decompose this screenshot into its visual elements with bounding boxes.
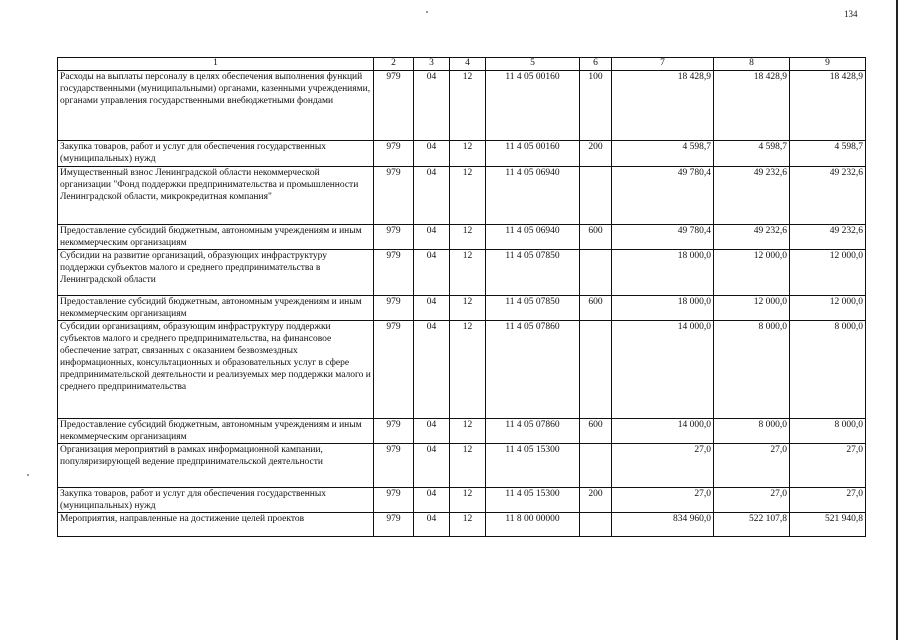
section-code-cell: 04 (414, 444, 450, 488)
scan-speck (426, 11, 428, 13)
column-number: 9 (790, 58, 866, 71)
target-article-cell: 11 4 05 06940 (486, 225, 580, 250)
admin-code-cell: 979 (374, 167, 414, 225)
amount-year2-cell: 8 000,0 (714, 419, 790, 444)
admin-code-cell: 979 (374, 444, 414, 488)
budget-table (57, 57, 866, 537)
expense-name-cell: Субсидии на развитие организаций, образующих инфраструктуру поддержки субъектов малого и среднего предпринимательства в Ленинградской области (58, 250, 374, 296)
subsection-code-cell: 12 (450, 513, 486, 537)
target-article-cell: 11 4 05 15300 (486, 444, 580, 488)
amount-year1-cell: 14 000,0 (612, 321, 714, 419)
expense-name-cell: Предоставление субсидий бюджетным, автономным учреждениям и иным некоммерческим организациям (58, 225, 374, 250)
amount-year3-cell: 18 428,9 (790, 71, 866, 141)
expense-name-cell: Закупка товаров, работ и услуг для обеспечения государственных (муниципальных) нужд (58, 141, 374, 167)
admin-code-cell: 979 (374, 71, 414, 141)
amount-year3-cell: 521 940,8 (790, 513, 866, 537)
subsection-code-cell: 12 (450, 71, 486, 141)
target-article-cell: 11 4 05 07860 (486, 419, 580, 444)
amount-year3-cell: 12 000,0 (790, 296, 866, 321)
admin-code-cell: 979 (374, 513, 414, 537)
section-code-cell: 04 (414, 488, 450, 513)
section-code-cell: 04 (414, 513, 450, 537)
amount-year2-cell: 4 598,7 (714, 141, 790, 167)
column-number: 1 (58, 58, 374, 71)
target-article-cell: 11 4 05 07850 (486, 250, 580, 296)
expense-type-cell (580, 167, 612, 225)
expense-name-cell: Расходы на выплаты персоналу в целях обеспечения выполнения функций государственными (муниципальными) органами, казенными учреждениями, органами управления государственными внебюджетными фондами (58, 71, 374, 141)
expense-type-cell: 100 (580, 71, 612, 141)
subsection-code-cell: 12 (450, 321, 486, 419)
column-number: 6 (580, 58, 612, 71)
amount-year1-cell: 834 960,0 (612, 513, 714, 537)
amount-year3-cell: 8 000,0 (790, 419, 866, 444)
column-number: 5 (486, 58, 580, 71)
column-number: 8 (714, 58, 790, 71)
table-row (58, 167, 866, 225)
subsection-code-cell: 12 (450, 225, 486, 250)
amount-year1-cell: 14 000,0 (612, 419, 714, 444)
expense-name-cell: Мероприятия, направленные на достижение целей проектов (58, 513, 374, 537)
expense-name-cell: Организация мероприятий в рамках информационной кампании, популяризирующей ведение предпринимательской деятельности (58, 444, 374, 488)
table-row (58, 250, 866, 296)
target-article-cell: 11 4 05 06940 (486, 167, 580, 225)
expense-type-cell: 600 (580, 225, 612, 250)
amount-year2-cell: 12 000,0 (714, 296, 790, 321)
amount-year2-cell: 18 428,9 (714, 71, 790, 141)
amount-year1-cell: 4 598,7 (612, 141, 714, 167)
target-article-cell: 11 4 05 00160 (486, 141, 580, 167)
amount-year2-cell: 27,0 (714, 444, 790, 488)
column-number-row (58, 58, 866, 71)
expense-name-cell: Субсидии организациям, образующим инфраструктуру поддержки субъектов малого и среднего предпринимательства, на финансовое обеспечение затрат, связанных с оказанием безвозмездных информационных, консультационных и образовательных услуг в сфере предпринимательской деятельности и реализуемых мер поддержки малого и среднего предпринимательства (58, 321, 374, 419)
table-row (58, 419, 866, 444)
amount-year2-cell: 49 232,6 (714, 225, 790, 250)
amount-year1-cell: 49 780,4 (612, 167, 714, 225)
amount-year3-cell: 8 000,0 (790, 321, 866, 419)
expense-type-cell (580, 321, 612, 419)
subsection-code-cell: 12 (450, 296, 486, 321)
table-row (58, 225, 866, 250)
section-code-cell: 04 (414, 250, 450, 296)
target-article-cell: 11 4 05 15300 (486, 488, 580, 513)
amount-year1-cell: 18 000,0 (612, 296, 714, 321)
target-article-cell: 11 4 05 07850 (486, 296, 580, 321)
amount-year2-cell: 49 232,6 (714, 167, 790, 225)
expense-name-cell: Имущественный взнос Ленинградской области некоммерческой организации "Фонд поддержки предпринимательства и промышленности Ленинградской области, микрокредитная компания" (58, 167, 374, 225)
expense-name-cell: Предоставление субсидий бюджетным, автономным учреждениям и иным некоммерческим организациям (58, 296, 374, 321)
section-code-cell: 04 (414, 225, 450, 250)
amount-year1-cell: 18 000,0 (612, 250, 714, 296)
budget-table-body (58, 58, 866, 537)
subsection-code-cell: 12 (450, 250, 486, 296)
expense-name-cell: Закупка товаров, работ и услуг для обеспечения государственных (муниципальных) нужд (58, 488, 374, 513)
admin-code-cell: 979 (374, 296, 414, 321)
target-article-cell: 11 4 05 00160 (486, 71, 580, 141)
section-code-cell: 04 (414, 321, 450, 419)
expense-type-cell: 600 (580, 419, 612, 444)
amount-year3-cell: 4 598,7 (790, 141, 866, 167)
table-row (58, 141, 866, 167)
table-row (58, 444, 866, 488)
table-row (58, 296, 866, 321)
section-code-cell: 04 (414, 167, 450, 225)
admin-code-cell: 979 (374, 488, 414, 513)
section-code-cell: 04 (414, 141, 450, 167)
subsection-code-cell: 12 (450, 419, 486, 444)
subsection-code-cell: 12 (450, 444, 486, 488)
scan-speck (27, 474, 29, 476)
amount-year1-cell: 18 428,9 (612, 71, 714, 141)
column-number: 3 (414, 58, 450, 71)
column-number: 4 (450, 58, 486, 71)
admin-code-cell: 979 (374, 225, 414, 250)
page-number: 134 (844, 9, 858, 19)
table-row (58, 488, 866, 513)
admin-code-cell: 979 (374, 250, 414, 296)
section-code-cell: 04 (414, 71, 450, 141)
amount-year3-cell: 49 232,6 (790, 225, 866, 250)
amount-year3-cell: 49 232,6 (790, 167, 866, 225)
scan-page-edge (896, 0, 898, 640)
subsection-code-cell: 12 (450, 141, 486, 167)
table-row (58, 513, 866, 537)
expense-type-cell: 600 (580, 296, 612, 321)
subsection-code-cell: 12 (450, 488, 486, 513)
amount-year1-cell: 27,0 (612, 444, 714, 488)
column-number: 2 (374, 58, 414, 71)
expense-type-cell (580, 513, 612, 537)
admin-code-cell: 979 (374, 321, 414, 419)
amount-year2-cell: 27,0 (714, 488, 790, 513)
expense-name-cell: Предоставление субсидий бюджетным, автономным учреждениям и иным некоммерческим организациям (58, 419, 374, 444)
table-row (58, 71, 866, 141)
amount-year1-cell: 27,0 (612, 488, 714, 513)
admin-code-cell: 979 (374, 419, 414, 444)
expense-type-cell: 200 (580, 141, 612, 167)
amount-year1-cell: 49 780,4 (612, 225, 714, 250)
amount-year2-cell: 8 000,0 (714, 321, 790, 419)
amount-year2-cell: 12 000,0 (714, 250, 790, 296)
expense-type-cell (580, 444, 612, 488)
column-number: 7 (612, 58, 714, 71)
amount-year2-cell: 522 107,8 (714, 513, 790, 537)
section-code-cell: 04 (414, 296, 450, 321)
section-code-cell: 04 (414, 419, 450, 444)
table-row (58, 321, 866, 419)
expense-type-cell: 200 (580, 488, 612, 513)
target-article-cell: 11 4 05 07860 (486, 321, 580, 419)
target-article-cell: 11 8 00 00000 (486, 513, 580, 537)
expense-type-cell (580, 250, 612, 296)
amount-year3-cell: 12 000,0 (790, 250, 866, 296)
amount-year3-cell: 27,0 (790, 488, 866, 513)
admin-code-cell: 979 (374, 141, 414, 167)
subsection-code-cell: 12 (450, 167, 486, 225)
amount-year3-cell: 27,0 (790, 444, 866, 488)
